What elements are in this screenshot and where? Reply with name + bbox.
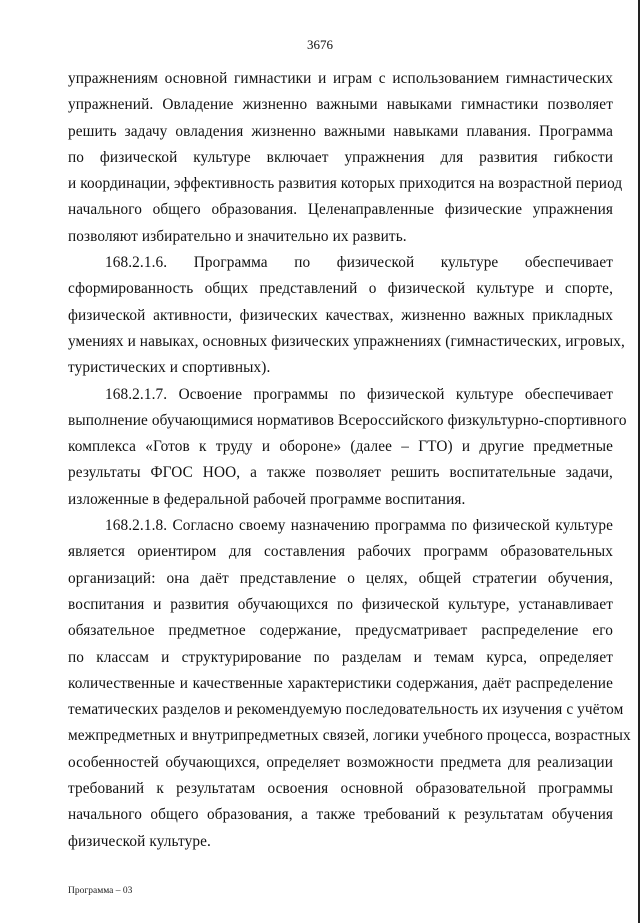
text-line: требований к результатам освоения основной образовательной программы bbox=[68, 780, 613, 798]
text-line: 168.2.1.8. Согласно своему назначению программа по физической культуре bbox=[105, 517, 613, 535]
paragraph-168-2-1-6 bbox=[68, 250, 625, 381]
page-number: 3676 bbox=[307, 37, 333, 52]
text-line: по физической культуре включает упражнения для развития гибкости bbox=[68, 148, 613, 166]
text-line: умениях и навыках, основных физических упражнениях (гимнастических, игровых, bbox=[68, 332, 625, 350]
paragraph-168-2-1-8 bbox=[68, 513, 631, 855]
text-line: количественные и качественные характеристики содержания, даёт распределение bbox=[68, 674, 613, 692]
document-body bbox=[68, 66, 631, 855]
text-line: решить задачу овладения жизненно важными навыками плавания. Программа bbox=[68, 122, 613, 140]
text-line: туристических и спортивных). bbox=[68, 359, 271, 377]
text-line: начального общего образования. Целенаправленные физические упражнения bbox=[68, 201, 613, 219]
text-line: межпредметных и внутрипредметных связей, логики учебного процесса, возрастных bbox=[68, 727, 631, 745]
text-line: тематических разделов и рекомендуемую последовательность их изучения с учётом bbox=[68, 701, 624, 719]
text-line: изложенные в федеральной рабочей программе воспитания. bbox=[68, 490, 466, 508]
text-line: позволяют избирательно и значительно их развить. bbox=[68, 227, 407, 245]
paragraph-168-2-1-7 bbox=[68, 382, 627, 513]
text-line: воспитания и развития обучающихся по физической культуре, устанавливает bbox=[68, 595, 613, 613]
paragraph-gymnastics-continuation bbox=[68, 66, 623, 250]
text-line: и координации, эффективность развития которых приходится на возрастной период bbox=[68, 175, 623, 193]
text-line: выполнение обучающимися нормативов Всероссийского физкультурно-спортивного bbox=[68, 411, 627, 429]
text-line: 168.2.1.7. Освоение программы по физической культуре обеспечивает bbox=[105, 385, 613, 403]
text-line: физической культуре. bbox=[68, 832, 211, 850]
text-line: физической активности, физических качествах, жизненно важных прикладных bbox=[68, 306, 613, 324]
text-line: сформированность общих представлений о физической культуре и спорте, bbox=[68, 280, 613, 298]
text-line: обязательное предметное содержание, предусматривает распределение его bbox=[68, 622, 613, 640]
text-line: особенностей обучающихся, определяет возможности предмета для реализации bbox=[68, 753, 613, 771]
text-line: результаты ФГОС НОО, а также позволяет решить воспитательные задачи, bbox=[68, 464, 613, 482]
text-line: упражнениям основной гимнастики и играм с использованием гимнастических bbox=[68, 70, 613, 87]
text-line: комплекса «Готов к труду и обороне» (далее – ГТО) и другие предметные bbox=[68, 438, 613, 456]
text-line: начального общего образования, а также требований к результатам обучения bbox=[68, 806, 613, 824]
text-line: 168.2.1.6. Программа по физической культуре обеспечивает bbox=[105, 254, 613, 272]
text-line: является ориентиром для составления рабочих программ образовательных bbox=[68, 543, 613, 561]
text-line: упражнений. Овладение жизненно важными навыками гимнастики позволяет bbox=[68, 96, 613, 114]
footer-label: Программа – 03 bbox=[68, 886, 133, 896]
text-line: по классам и структурирование по разделам и темам курса, определяет bbox=[68, 648, 613, 666]
text-line: организаций: она даёт представление о целях, общей стратегии обучения, bbox=[68, 569, 613, 587]
